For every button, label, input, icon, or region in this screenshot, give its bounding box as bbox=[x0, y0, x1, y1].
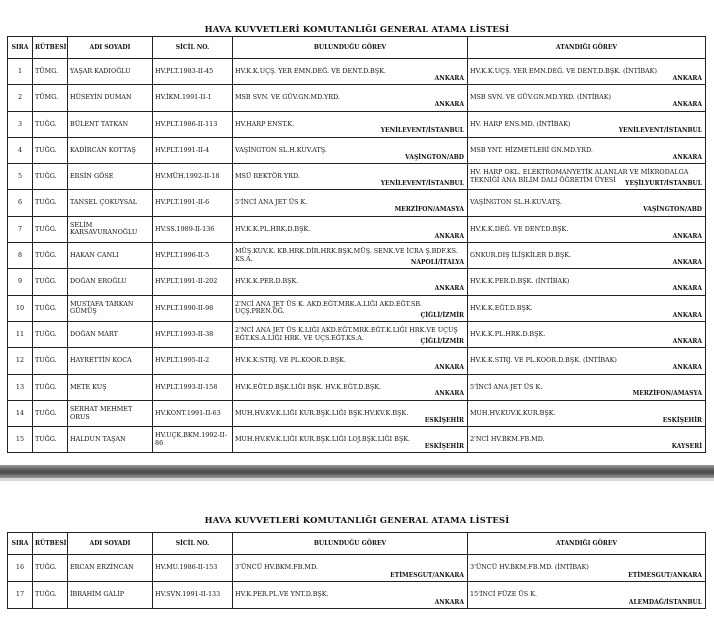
assigned-duty-cell bbox=[468, 59, 706, 85]
current-duty-text: MUH.HV.KV.K.LIĞI KUR.BŞK.LIĞI LOJ.BŞK.LIĞI BŞK. bbox=[235, 435, 411, 444]
rutbe-cell: TUĞG. bbox=[33, 190, 68, 216]
current-duty-text: 2'NCİ ANA JET ÜS K. AKD.EĞT.MRK.A.LIĞI AKD.EĞT.SB. UÇŞ.PREN.ÖĞ. bbox=[235, 299, 423, 316]
sicil-cell: HV.SS.1989-II-136 bbox=[153, 216, 233, 242]
rutbe-cell: TUĞG. bbox=[33, 427, 68, 453]
assigned-duty-cell bbox=[468, 243, 706, 269]
sicil-cell: HV.PLT.1983-II-45 bbox=[153, 59, 233, 85]
current-duty-location: ANKARA bbox=[434, 285, 464, 293]
assigned-duty-text: HV.K.K.EĞT.D.BŞK. bbox=[470, 303, 533, 312]
current-duty-cell bbox=[233, 348, 468, 374]
assigned-duty-cell bbox=[468, 400, 706, 426]
assigned-duty-cell bbox=[468, 582, 706, 609]
page-separator-shadow bbox=[0, 478, 714, 481]
current-duty-text: MSÜ REKTÖR YRD. bbox=[235, 172, 300, 181]
assigned-duty-text: 5'İNCİ ANA JET ÜS K. bbox=[470, 382, 543, 391]
current-duty-cell bbox=[233, 427, 468, 453]
current-duty-location: ANKARA bbox=[434, 364, 464, 372]
table-row bbox=[8, 216, 706, 242]
sira-cell: 7 bbox=[8, 216, 33, 242]
sira-cell: 4 bbox=[8, 137, 33, 163]
assigned-duty-cell bbox=[468, 348, 706, 374]
rutbe-cell: TUĞG. bbox=[33, 374, 68, 400]
current-duty-text: VAŞİNGTON SL.H.KUV.ATŞ. bbox=[235, 145, 327, 154]
sira-cell: 2 bbox=[8, 85, 33, 111]
sira-cell: 1 bbox=[8, 59, 33, 85]
current-duty-location: ANKARA bbox=[434, 74, 464, 82]
assigned-duty-text: MUH.HV.KUV.K.KUR.BŞK. bbox=[470, 408, 556, 417]
current-duty-cell bbox=[233, 295, 468, 321]
table-row bbox=[8, 243, 706, 269]
header-rutbesi: RÜTBESİ bbox=[33, 37, 68, 59]
table-row bbox=[8, 321, 706, 347]
current-duty-text: HV.K.K.UÇŞ. YER EMN.DEĞ. VE DENT.D.BŞK. bbox=[235, 66, 386, 75]
assigned-duty-cell bbox=[468, 216, 706, 242]
current-duty-location: VAŞİNGTON/ABD bbox=[405, 153, 464, 161]
page2-table bbox=[7, 532, 706, 609]
sicil-cell: HV.PLT.1990-II-98 bbox=[153, 295, 233, 321]
rutbe-cell: TUĞG. bbox=[33, 111, 68, 137]
current-duty-location: ANKARA bbox=[434, 598, 464, 606]
current-duty-location: ANKARA bbox=[434, 101, 464, 109]
assigned-duty-text: MSB SVN. VE GÜV.GN.MD.YRD. (İNTİBAK) bbox=[470, 93, 611, 102]
sira-cell: 12 bbox=[8, 348, 33, 374]
sicil-cell: HV.KONT.1991-II-63 bbox=[153, 400, 233, 426]
assigned-duty-location: MERZİFON/AMASYA bbox=[632, 390, 702, 398]
sira-cell: 3 bbox=[8, 111, 33, 137]
current-duty-location: ESKİŞEHİR bbox=[424, 443, 464, 451]
name-cell: DOĞAN MART bbox=[68, 321, 153, 347]
name-cell: METE KUŞ bbox=[68, 374, 153, 400]
assigned-duty-text: 15'İNCİ FÜZE ÜS K. bbox=[470, 590, 538, 599]
table-row bbox=[8, 111, 706, 137]
assigned-duty-text: GNKUR.DIŞ İLİŞKİLER D.BŞK. bbox=[470, 251, 572, 260]
current-duty-text: 2'NCİ ANA JET ÜS K.LIĞI AKD.EĞT.MRK.EĞT.K.LIĞI HRK.VE UÇUŞ EĞT.KS.A.LIĞI HRK. VE UÇS.EĞT.KS.A. bbox=[235, 326, 458, 342]
name-cell: SELİM KARSAVURANOĞLU bbox=[68, 216, 153, 242]
sicil-cell: HV.SVN.1991-II-133 bbox=[153, 582, 233, 609]
assigned-duty-location: ANKARA bbox=[672, 258, 702, 266]
current-duty-cell bbox=[233, 164, 468, 190]
sicil-cell: HV.İKM.1991-II-1 bbox=[153, 85, 233, 111]
assigned-duty-location: ANKARA bbox=[672, 311, 702, 319]
current-duty-location: ÇİĞLİ/İZMİR bbox=[420, 311, 464, 319]
assigned-duty-text: HV.K.K.PL.HRK.D.BŞK. bbox=[470, 329, 546, 338]
current-duty-text: 3'ÜNCÜ HV.BKM.FB.MD. bbox=[235, 563, 318, 572]
current-duty-cell bbox=[233, 111, 468, 137]
table-row bbox=[8, 269, 706, 295]
sira-cell: 6 bbox=[8, 190, 33, 216]
assigned-duty-cell bbox=[468, 555, 706, 582]
page2-title: HAVA KUVVETLERİ KOMUTANLIĞI GENERAL ATAMA LİSTESİ bbox=[204, 515, 510, 525]
current-duty-text: MÜŞ.KUV.K. KB.HRK.DİR.HRK.BŞK.MÜŞ. SENK.VE İCRA Ş.BDF.KS. KS.A. bbox=[235, 247, 458, 263]
header-bulundugu-gorev: BULUNDUĞU GÖREV bbox=[233, 37, 468, 59]
table-row bbox=[8, 137, 706, 163]
assigned-duty-location: ETİMESGUT/ANKARA bbox=[628, 571, 702, 579]
sicil-cell: HV.MU.1986-II-153 bbox=[153, 555, 233, 582]
current-duty-location: ÇİĞLİ/İZMİR bbox=[420, 337, 464, 345]
rutbe-cell: TUĞG. bbox=[33, 582, 68, 609]
sicil-cell: HV.PLT.1993-II-38 bbox=[153, 321, 233, 347]
current-duty-cell bbox=[233, 190, 468, 216]
assigned-duty-cell bbox=[468, 164, 706, 190]
rutbe-cell: TUĞG. bbox=[33, 216, 68, 242]
assigned-duty-text: HV. HARP OKL. ELEKTROMANYETİK ALANLAR VE MİKRODALGA TEKNİĞİ ANA BİLİM DALI ÖĞRETİM ÜYESİ bbox=[470, 168, 689, 184]
sicil-cell: HV.PLT.1993-II-158 bbox=[153, 374, 233, 400]
assigned-duty-text: MSB YNT. HİZMETLERİ GN.MD.YRD. bbox=[470, 145, 593, 154]
current-duty-cell bbox=[233, 400, 468, 426]
current-duty-cell bbox=[233, 582, 468, 609]
name-cell: SERHAT MEHMET ORUS bbox=[68, 400, 153, 426]
sicil-cell: HV.PLT.1995-II-2 bbox=[153, 348, 233, 374]
name-cell: DOĞAN EROĞLU bbox=[68, 269, 153, 295]
header-sicil-no: SİCİL NO. bbox=[153, 533, 233, 555]
assigned-duty-text: HV.K.K.UÇŞ. YER EMN.DEĞ. VE DENT.D.BŞK. (İNTİBAK) bbox=[470, 66, 657, 75]
name-cell: HÜSEYİN DUMAN bbox=[68, 85, 153, 111]
assigned-duty-cell bbox=[468, 427, 706, 453]
header-adi-soyadi: ADI SOYADI bbox=[68, 37, 153, 59]
current-duty-cell bbox=[233, 243, 468, 269]
current-duty-text: HV.K.PER.PL.VE YNT.D.BŞK. bbox=[235, 590, 329, 599]
assigned-duty-location: ANKARA bbox=[672, 101, 702, 109]
sira-cell: 13 bbox=[8, 374, 33, 400]
rutbe-cell: TUĞG. bbox=[33, 243, 68, 269]
header-sira: SIRA bbox=[8, 533, 33, 555]
assigned-duty-cell bbox=[468, 85, 706, 111]
table-row bbox=[8, 400, 706, 426]
assigned-duty-cell bbox=[468, 111, 706, 137]
current-duty-text: HV.HARP ENST.K. bbox=[235, 119, 295, 128]
table-row bbox=[8, 85, 706, 111]
sira-cell: 16 bbox=[8, 555, 33, 582]
sira-cell: 14 bbox=[8, 400, 33, 426]
current-duty-location: ANKARA bbox=[434, 232, 464, 240]
sira-cell: 11 bbox=[8, 321, 33, 347]
assigned-duty-cell bbox=[468, 321, 706, 347]
name-cell: KADİRCAN KOTTAŞ bbox=[68, 137, 153, 163]
table-row bbox=[8, 164, 706, 190]
assigned-duty-cell bbox=[468, 269, 706, 295]
sicil-cell: HV.UÇK.BKM.1992-II-86 bbox=[153, 427, 233, 453]
table-row bbox=[8, 582, 706, 609]
assigned-duty-location: KAYSERİ bbox=[671, 443, 702, 451]
table-row bbox=[8, 295, 706, 321]
name-cell: İBRAHİM GALİP bbox=[68, 582, 153, 609]
name-cell: BÜLENT TATKAN bbox=[68, 111, 153, 137]
header-atandigi-gorev: ATANDIĞI GÖREV bbox=[468, 533, 706, 555]
assigned-duty-text: 2'NCİ HV.BKM.FB.MD. bbox=[470, 435, 545, 444]
current-duty-cell bbox=[233, 59, 468, 85]
assigned-duty-cell bbox=[468, 295, 706, 321]
current-duty-cell bbox=[233, 321, 468, 347]
current-duty-cell bbox=[233, 85, 468, 111]
assigned-duty-text: HV.K.K.STRJ. VE PL.KOOR.D.BŞK. (İNTİBAK) bbox=[470, 356, 617, 365]
assigned-duty-location: ANKARA bbox=[672, 153, 702, 161]
current-duty-text: HV.K.EĞT.D.BŞK.LIĞI BŞK. HV.K.EĞT.D.BŞK. bbox=[235, 382, 382, 391]
sicil-cell: HV.PLT.1991-II-4 bbox=[153, 137, 233, 163]
name-cell: HALDUN TAŞAN bbox=[68, 427, 153, 453]
current-duty-cell bbox=[233, 374, 468, 400]
current-duty-location: NAPOLİ/İTALYA bbox=[410, 258, 464, 266]
name-cell: ERCAN ERZİNCAN bbox=[68, 555, 153, 582]
header-adi-soyadi: ADI SOYADI bbox=[68, 533, 153, 555]
sicil-cell: HV.PLT.1986-II-113 bbox=[153, 111, 233, 137]
page-separator bbox=[0, 465, 714, 478]
rutbe-cell: TUĞG. bbox=[33, 555, 68, 582]
current-duty-text: HV.K.K.STRJ. VE PL.KOOR.D.BŞK. bbox=[235, 356, 346, 365]
sira-cell: 10 bbox=[8, 295, 33, 321]
current-duty-location: ESKİŞEHİR bbox=[424, 416, 464, 424]
assigned-duty-location: ANKARA bbox=[672, 337, 702, 345]
assigned-duty-cell bbox=[468, 374, 706, 400]
assigned-duty-text: HV. HARP ENS.MD. (İNTİBAK) bbox=[470, 119, 571, 128]
sira-cell: 9 bbox=[8, 269, 33, 295]
table-row bbox=[8, 59, 706, 85]
rutbe-cell: TUĞG. bbox=[33, 164, 68, 190]
current-duty-text: MSB SVN. VE GÜV.GN.MD.YRD. bbox=[235, 93, 340, 102]
assigned-duty-location: YENİLEVENT/İSTANBUL bbox=[618, 127, 702, 135]
current-duty-cell bbox=[233, 137, 468, 163]
assigned-duty-location: ANKARA bbox=[672, 232, 702, 240]
current-duty-location: ANKARA bbox=[434, 390, 464, 398]
sicil-cell: HV.PLT.1991-II-6 bbox=[153, 190, 233, 216]
rutbe-cell: TUĞG. bbox=[33, 295, 68, 321]
assigned-duty-location: ANKARA bbox=[672, 285, 702, 293]
assigned-duty-text: 3'ÜNCÜ HV.BKM.FB.MD. (İNTİBAK) bbox=[470, 563, 589, 572]
assigned-duty-location: ANKARA bbox=[672, 364, 702, 372]
current-duty-text: HV.K.K.PL.HRK.D.BŞK. bbox=[235, 224, 311, 233]
current-duty-text: MUH.HV.KV.K.LIĞI KUR.BŞK.LIĞI BŞK.HV.KV.K.BŞK. bbox=[235, 408, 409, 417]
header-sira: SIRA bbox=[8, 37, 33, 59]
page1-title: HAVA KUVVETLERİ KOMUTANLIĞI GENERAL ATAMA LİSTESİ bbox=[204, 24, 510, 34]
current-duty-location: ETİMESGUT/ANKARA bbox=[390, 571, 464, 579]
sira-cell: 15 bbox=[8, 427, 33, 453]
current-duty-location: YENİLEVENT/İSTANBUL bbox=[380, 127, 464, 135]
page1-table bbox=[7, 36, 706, 453]
table-row bbox=[8, 427, 706, 453]
header-sicil-no: SİCİL NO. bbox=[153, 37, 233, 59]
table-header-row bbox=[8, 533, 706, 555]
current-duty-text: 5'İNCİ ANA JET ÜS K. bbox=[235, 198, 308, 207]
current-duty-cell bbox=[233, 269, 468, 295]
rutbe-cell: TUĞG. bbox=[33, 348, 68, 374]
assigned-duty-location: ANKARA bbox=[672, 74, 702, 82]
name-cell: TANSEL ÇOKUYSAL bbox=[68, 190, 153, 216]
name-cell: ERSİN GÖSE bbox=[68, 164, 153, 190]
current-duty-text: HV.K.K.PER.D.BŞK. bbox=[235, 277, 299, 286]
assigned-duty-location: ALEMDAĞ/İSTANBUL bbox=[628, 598, 702, 606]
rutbe-cell: TUĞG. bbox=[33, 321, 68, 347]
sicil-cell: HV.PLT.1996-II-5 bbox=[153, 243, 233, 269]
current-duty-cell bbox=[233, 555, 468, 582]
current-duty-cell bbox=[233, 216, 468, 242]
assigned-duty-cell bbox=[468, 137, 706, 163]
assigned-duty-text: HV.K.K.PER.D.BŞK. (İNTİBAK) bbox=[470, 277, 570, 286]
table-row bbox=[8, 348, 706, 374]
name-cell: MUSTAFA TARKAN GÜMÜŞ bbox=[68, 295, 153, 321]
current-duty-location: MERZİFON/AMASYA bbox=[394, 206, 464, 214]
name-cell: YAŞAR KADIOĞLU bbox=[68, 59, 153, 85]
sicil-cell: HV.MÜH.1992-II-18 bbox=[153, 164, 233, 190]
rutbe-cell: TÜMG. bbox=[33, 59, 68, 85]
assigned-duty-cell bbox=[468, 190, 706, 216]
current-duty-location: YENİLEVENT/İSTANBUL bbox=[380, 180, 464, 188]
assigned-duty-text: VAŞİNGTON SL.H.KUV.ATŞ. bbox=[470, 198, 562, 207]
assigned-duty-text: HV.K.K.DEĞ. VE DENT.D.BŞK. bbox=[470, 224, 569, 233]
table-row bbox=[8, 190, 706, 216]
header-atandigi-gorev: ATANDIĞI GÖREV bbox=[468, 37, 706, 59]
header-bulundugu-gorev: BULUNDUĞU GÖREV bbox=[233, 533, 468, 555]
sira-cell: 8 bbox=[8, 243, 33, 269]
header-rutbesi: RÜTBESİ bbox=[33, 533, 68, 555]
rutbe-cell: TUĞG. bbox=[33, 137, 68, 163]
assigned-duty-location: VAŞİNGTON/ABD bbox=[643, 206, 702, 214]
rutbe-cell: TÜMG. bbox=[33, 85, 68, 111]
assigned-duty-location: ESKİŞEHİR bbox=[662, 416, 702, 424]
table-header-row bbox=[8, 37, 706, 59]
assigned-duty-location: YEŞİLYURT/İSTANBUL bbox=[625, 180, 702, 188]
name-cell: HAKAN CANLI bbox=[68, 243, 153, 269]
sira-cell: 17 bbox=[8, 582, 33, 609]
rutbe-cell: TUĞG. bbox=[33, 400, 68, 426]
table-row bbox=[8, 555, 706, 582]
rutbe-cell: TUĞG. bbox=[33, 269, 68, 295]
sira-cell: 5 bbox=[8, 164, 33, 190]
sicil-cell: HV.PLT.1991-II-202 bbox=[153, 269, 233, 295]
name-cell: HAYRETTİN KOCA bbox=[68, 348, 153, 374]
table-row bbox=[8, 374, 706, 400]
